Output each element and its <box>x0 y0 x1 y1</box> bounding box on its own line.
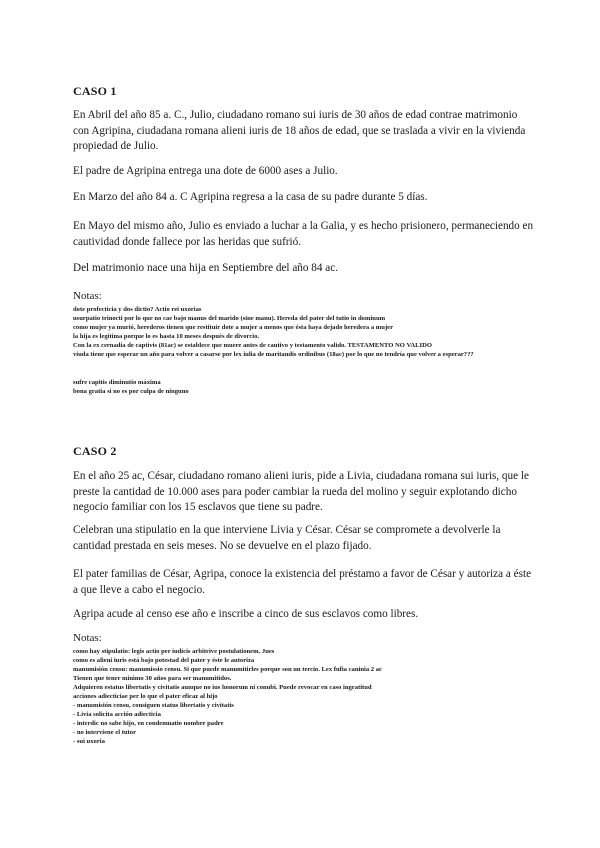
caso1-note: sufre capitis diminutio máxima <box>73 379 161 386</box>
caso1-paragraph-4: En Mayo del mismo año, Julio es enviado a luchar a la Galia, y es hecho prisionero, permaneciendo en cautividad donde fallece por las heridas que sufrió. <box>73 220 534 248</box>
caso1-note: bona gratia si no es por culpa de ninguno <box>73 388 189 395</box>
caso1-title: CASO 1 <box>73 84 117 98</box>
caso1-paragraph-5: Del matrimonio nace una hija en Septiembre del año 84 ac. <box>73 262 338 274</box>
caso2-note: manumisión censu: manumissio censu. Si que puede manumitirles porque son un tercio. Lex fufia caninia 2 ac <box>73 666 382 673</box>
caso2-paragraph-2: Celebran una stipulatio en la que interviene Livia y César. César se compromete a devolverle la cantidad prestada en seis meses. No se devuelve en el plazo fijado. <box>73 524 501 552</box>
caso2-note: - sui uxoria <box>73 738 105 745</box>
caso1-note: como mujer ya murió, herederos tienen que restituir dote a mujer a menos que ésta haya dejado heredera a mujer <box>73 324 394 331</box>
caso2-title: CASO 2 <box>73 444 117 458</box>
caso2-note: - no interviene el tutor <box>73 729 136 736</box>
caso2-note: como es alieni iuris está bajo potestad del pater y éste le autoriza <box>73 657 255 664</box>
caso1-paragraph-1: En Abril del año 85 a. C., Julio, ciudadano romano sui iuris de 30 años de edad contrae matrimonio con Agripina, ciudadana romana alieni iuris de 18 años de edad, que se traslada a vivir en la vivienda propiedad de Julio. <box>73 109 526 152</box>
caso2-note: - manumisión censu, consiguen status libertatis y civitatis <box>73 702 234 709</box>
caso2-note: como hay stipulatio: legis actio per iudicis arbitrive postulationem. Jues <box>73 648 275 655</box>
caso2-paragraph-4: Agripa acude al censo ese año e inscribe a cinco de sus esclavos como libres. <box>73 608 419 620</box>
caso1-note: la hija es legítima porque lo es hasta 10 meses después de divorcio. <box>73 333 260 340</box>
caso1-note: dote profecticia y dos dictio? Actio rei uxorias <box>73 306 202 313</box>
caso2-paragraph-1: En el año 25 ac, César, ciudadano romano alieni iuris, pide a Livia, ciudadana romana sui iuris, que le preste la cantidad de 10.000 ases para poder cambiar la rueda del molino y seguir explotando dicho negocio familiar con los 15 esclavos que tiene su padre. <box>73 470 529 513</box>
caso1-paragraph-2: El padre de Agripina entrega una dote de 6000 ases a Julio. <box>73 165 338 177</box>
caso2-note: Adquieren estatus libertatis y civitatis aunque no ius honorum ni conubi. Puede revocar en caso ingratitud <box>73 684 372 691</box>
caso1-note: viuda tiene que esperar un año para volver a casarse por lex iulia de maritandis ordinibus (18ac) por lo que no tendría que volver a esperar??? <box>73 351 474 358</box>
caso2-note: - Livia solicita acción adiecticia <box>73 711 161 718</box>
caso2-note: Tienen que tener mínimo 30 años para ser manumitidos. <box>73 675 232 682</box>
caso2-note: - interdic no sabe hijo, en condemnatio nombre padre <box>73 720 224 727</box>
caso1-note: usurpatio trinocti por lo que no cae bajo manus del marido (sine manu). Hereda del pater del tutio in dominum <box>73 315 386 322</box>
caso1-note: Con la ex cernadia de captivis (81ac) se establece que muere antes de cautivo y testamento valido. TESTAMENTO NO VALIDO <box>73 342 432 349</box>
caso1-notes-label: Notas: <box>73 290 102 302</box>
caso1-paragraph-3: En Marzo del año 84 a. C Agripina regresa a la casa de su padre durante 5 días. <box>73 191 428 203</box>
caso2-note: acciones adiecticiae per lo que el pater eficaz al hijo <box>73 693 218 700</box>
caso2-paragraph-3: El pater familias de César, Agripa, conoce la existencia del préstamo a favor de César y autoriza a éste a que lleve a cabo el negocio. <box>73 568 532 596</box>
caso2-notes-label: Notas: <box>73 632 102 644</box>
